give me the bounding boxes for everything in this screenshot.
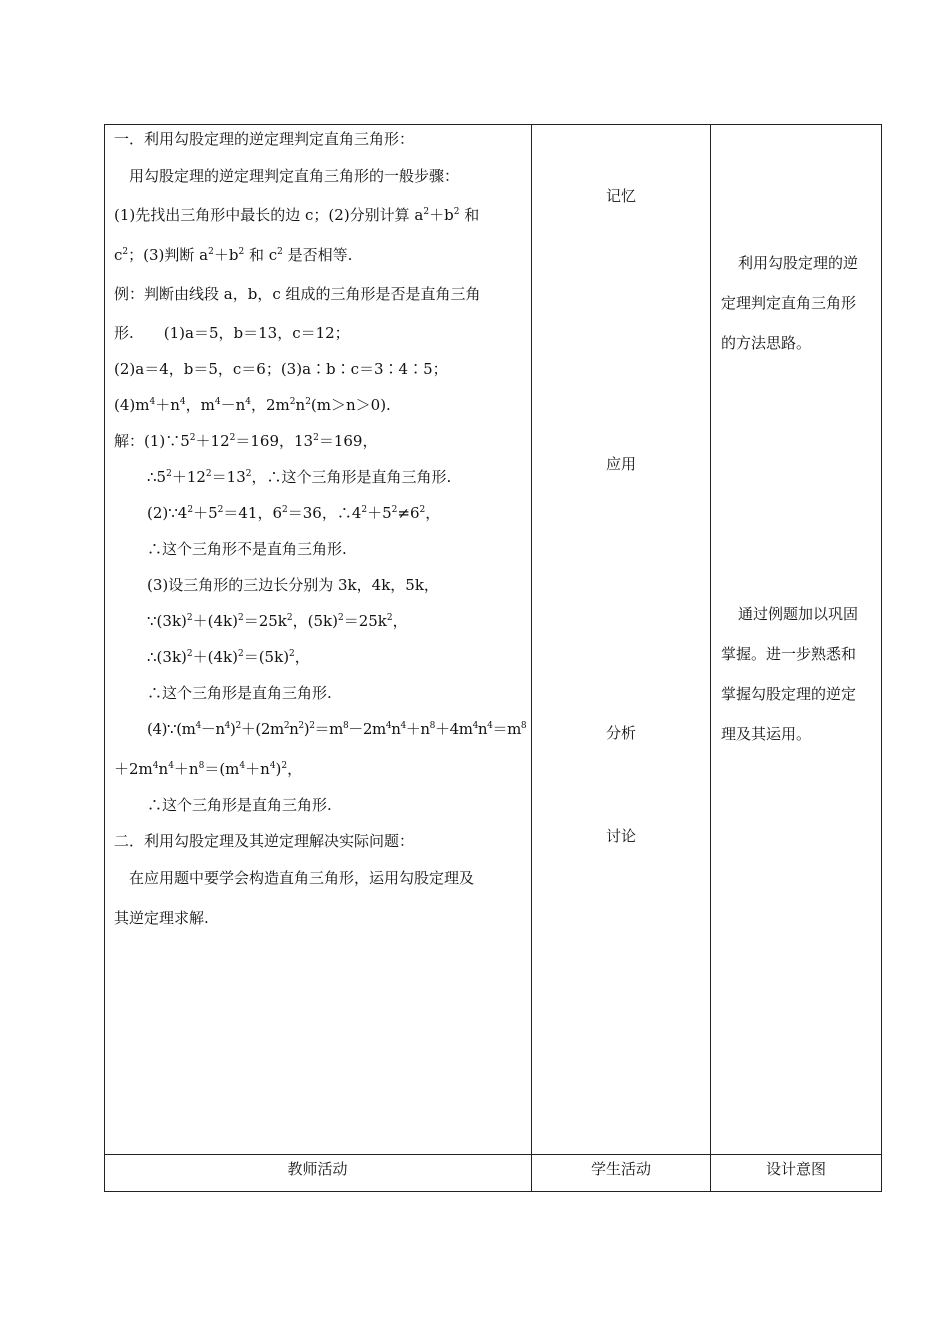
solution-line: $\therefore(3k)^2+(4k)^2=(5k)^2$， [147,648,310,666]
table-bottom-border [104,1191,882,1192]
solution-line: $+2m^4n^4+n^8=(m^4+n^4)^2$， [114,760,303,778]
solution-line: $(2)\because 4^2+5^2=41$，$6^2=36$，$\therefore 4^2+5^2\ne 6^2$， [147,504,441,522]
student-activity-discuss: 讨论 [605,827,636,845]
solution-line: $\because(3k)^2+(4k)^2=25k^2$，$(5k)^2=25k^2$， [147,612,408,630]
intent-line: 定理判定直角三角形 [721,294,857,312]
text-line: (1)先找出三角形中最长的边 c；(2)分别计算 $a^2+b^2$ 和 [114,206,480,224]
design-intent-block-2 [721,594,873,754]
example-heading: 例：判断由线段 a，b，c 组成的三角形是否是直角三角 [114,285,481,303]
text-line: 用勾股定理的逆定理判定直角三角形的一般步骤： [129,167,460,185]
footer-student-activity: 学生活动 [590,1160,651,1178]
intent-line: 掌握。进一步熟悉和 [721,645,857,663]
table-right-border [881,124,882,1192]
column-divider-1 [531,124,532,1192]
intent-line: 利用勾股定理的逆 [738,254,859,272]
lesson-table [104,124,882,1192]
solution-line: ∴这个三角形是直角三角形. [147,684,332,702]
solution-line: ∴这个三角形是直角三角形. [147,796,332,814]
student-activity-analyze: 分析 [605,724,636,742]
intent-line: 通过例题加以巩固 [738,605,859,623]
solution-line: $(4)\because(m^4-n^4)^2+(2m^2n^2)^2=m^8-2m^4n^4+n^8+4m^4n^4=m^8$ [147,720,527,738]
intent-line: 理及其运用。 [721,725,812,743]
section-heading-2: 二．利用勾股定理及其逆定理解决实际问题： [114,832,415,850]
solution-line: 解：$(1)\because 5^2+12^2=169$，$13^2=169$， [114,432,378,450]
table-divider [104,1154,882,1155]
solution-line: (3)设三角形的三边长分别为 3k，4k，5k， [147,576,439,594]
footer-teacher-activity: 教师活动 [287,1160,348,1178]
footer-design-intent: 设计意图 [765,1160,826,1178]
teacher-activity-cell [104,124,531,1154]
text-line: (2)a＝4，b＝5，c＝6；(3)a∶b∶c＝3∶4∶5； [114,360,448,378]
column-divider-2 [710,124,711,1192]
intent-line: 的方法思路。 [721,334,812,352]
section-heading-1: 一．利用勾股定理的逆定理判定直角三角形： [114,130,415,148]
student-activity-recall: 记忆 [605,187,636,205]
solution-line: ∴这个三角形不是直角三角形. [147,540,347,558]
intent-line: 掌握勾股定理的逆定 [721,685,857,703]
text-line: $(4)m^4+n^4$，$m^4-n^4$，$2m^2n^2(m>n>0)$. [114,396,391,414]
design-intent-block-1 [721,243,873,363]
text-line: 其逆定理求解. [114,909,209,927]
text-line: $c^2$；(3)判断 $a^2+b^2$ 和 $c^2$ 是否相等. [114,246,353,264]
text-line: 形. (1)a＝5，b＝13，c＝12； [114,324,350,342]
solution-line: $\therefore 5^2+12^2=13^2$，∴这个三角形是直角三角形. [147,468,452,486]
student-activity-apply: 应用 [605,455,636,473]
text-line: 在应用题中要学会构造直角三角形，运用勾股定理及 [129,869,475,887]
